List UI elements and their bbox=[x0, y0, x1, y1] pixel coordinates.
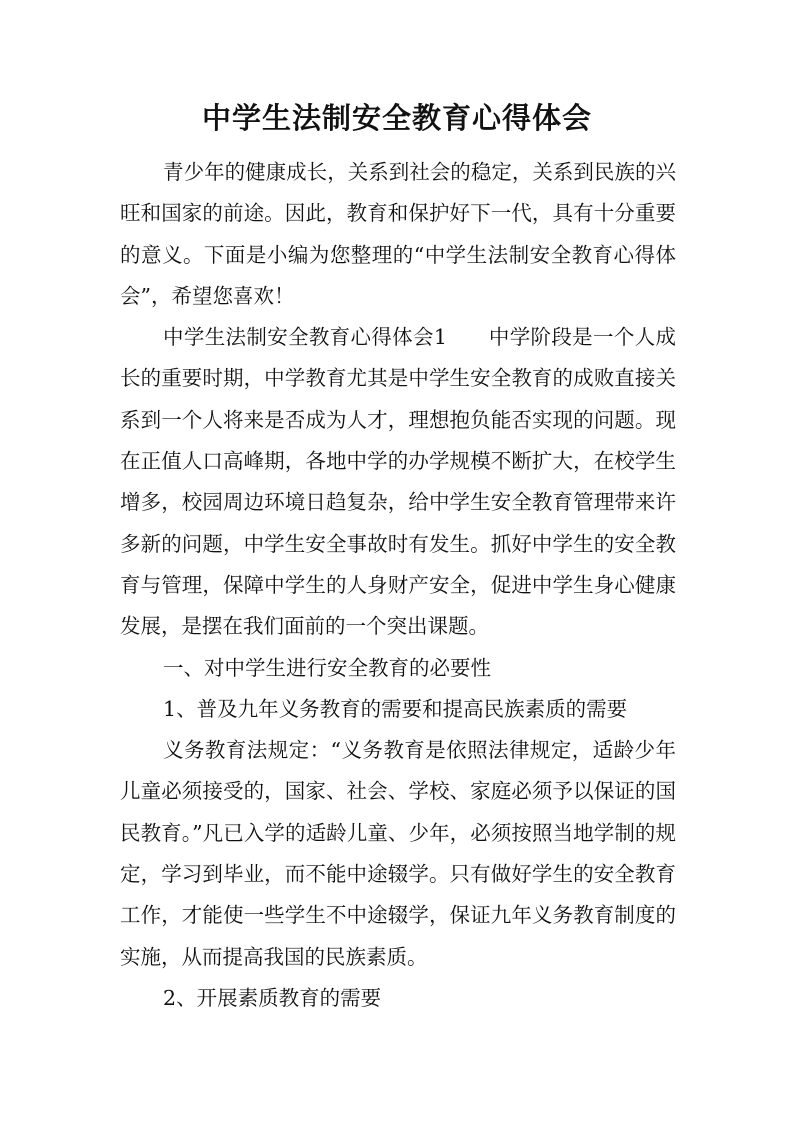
document-title: 中学生法制安全教育心得体会 bbox=[201, 101, 592, 135]
law-paragraph: 义务教育法规定：“义务教育是依照法律规定，适龄少年儿童必须接受的，国家、社会、学校、家庭必须予以保证的国民教育。”凡已入学的适龄儿童、少年，必须按照当地学制的规定，学习到毕业，而不能中途辍学。只有做好学生的安全教育工作，才能使一些学生不中途辍学，保证九年义务教育制度的实施，从而提高我国的民族素质。 bbox=[120, 738, 676, 969]
essay-1-paragraph: 中学生法制安全教育心得体会1 中学阶段是一个人成长的重要时期，中学教育尤其是中学生安全教育的成败直接关系到一个人将来是否成为人才，理想抱负能否实现的问题。现在正值人口高峰期，各地中学的办学规模不断扩大，在校学生增多，校园周边环境日趋复杂，给中学生安全教育管理带来许多新的问题，中学生安全事故时有发生。抓好中学生的安全教育与管理，保障中学生的人身财产安全，促进中学生身心健康发展，是摆在我们面前的一个突出课题。 bbox=[120, 325, 676, 639]
subsection-heading-2: 2、开展素质教育的需要 bbox=[163, 985, 382, 1010]
intro-paragraph: 青少年的健康成长，关系到社会的稳定，关系到民族的兴旺和国家的前途。因此，教育和保护好下一代，具有十分重要的意义。下面是小编为您整理的“中学生法制安全教育心得体会”，希望您喜欢！ bbox=[120, 160, 676, 308]
section-heading-1: 一、对中学生进行安全教育的必要性 bbox=[163, 655, 492, 680]
subsection-heading-1: 1、普及九年义务教育的需要和提高民族素质的需要 bbox=[163, 696, 628, 721]
document-body bbox=[120, 152, 676, 1019]
